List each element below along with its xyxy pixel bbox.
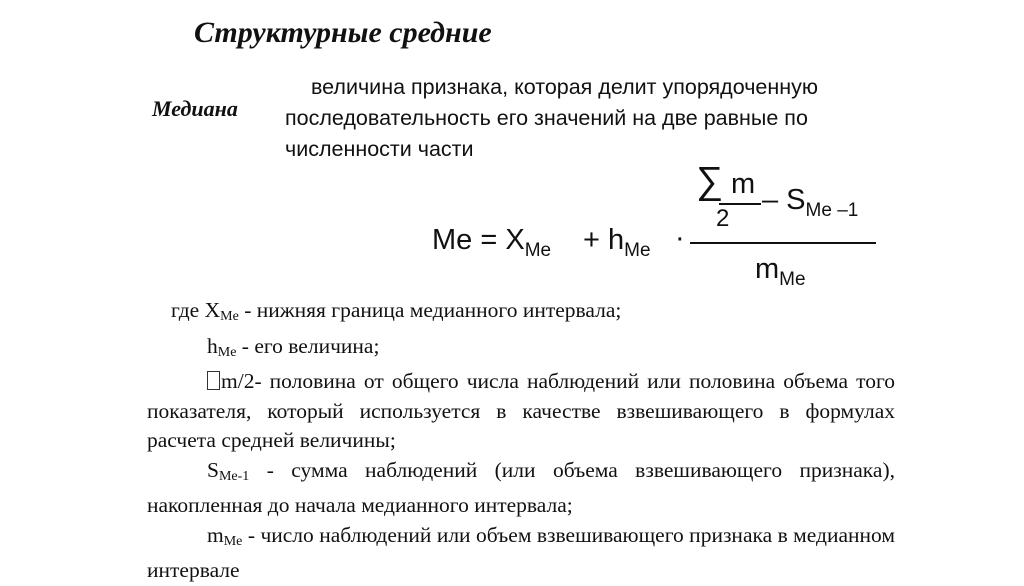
explanation-sum: [147, 367, 895, 456]
x-prefix: где X: [171, 298, 221, 322]
s-text: - сумма наблюдений (или объема взвешивающего признака), накопленная до начала медианного интервала;: [147, 457, 895, 517]
formula-denominator: [755, 255, 806, 289]
term-label: Медиана: [152, 96, 238, 121]
formula-lhs-sub: Me: [524, 240, 552, 261]
formula-two: 2: [716, 205, 730, 232]
definition-line: последовательность его значений на две равные по: [285, 106, 808, 130]
formula-den-sub: Me: [779, 269, 806, 290]
h-sub: Me: [217, 344, 237, 360]
formula-h-sub: Me: [624, 240, 651, 261]
explanation-x: [147, 296, 895, 332]
m-prefix: m: [207, 522, 224, 547]
formula-s: [762, 186, 858, 220]
definition-line: величина признака, которая делит упорядоченную: [311, 75, 818, 99]
formula-s-sub: Me –1: [805, 200, 859, 221]
explanation-block: [147, 296, 895, 586]
missing-glyph-icon: [207, 371, 220, 390]
formula-den-text: m: [755, 253, 780, 285]
explanation-h: [147, 332, 895, 368]
inner-fraction-line: [719, 203, 761, 205]
sum-symbol: ∑: [696, 160, 724, 202]
slide-title: Структурные средние: [194, 16, 492, 49]
x-text: - нижняя граница медианного интервала;: [238, 298, 622, 322]
fraction-line: [690, 242, 876, 244]
formula-lhs-text: Me = X: [432, 224, 525, 256]
h-prefix: h: [207, 333, 218, 358]
s-sub: Me-1: [218, 468, 250, 484]
formula-s-text: – S: [762, 184, 806, 216]
formula-dot: ·: [675, 222, 685, 254]
formula-h: [583, 226, 651, 260]
m-sub: Me: [223, 533, 243, 549]
x-sub: Me: [220, 309, 239, 324]
m-text: - число наблюдений или объем взвешивающего признака в медианном интервале: [147, 522, 895, 582]
explanation-m: [147, 521, 895, 586]
formula-m: m: [731, 168, 756, 200]
sum-text: m/2- половина от общего числа наблюдений или половина объема того показателя, который используется в качестве взвешивающего в формулах расчета средней величины;: [147, 369, 895, 452]
s-prefix: S: [207, 457, 219, 482]
formula-lhs: [432, 226, 551, 260]
formula-h-text: + h: [583, 224, 625, 256]
explanation-s: [147, 456, 895, 521]
h-text: - его величина;: [236, 333, 380, 358]
definition-line: численности части: [285, 137, 474, 161]
